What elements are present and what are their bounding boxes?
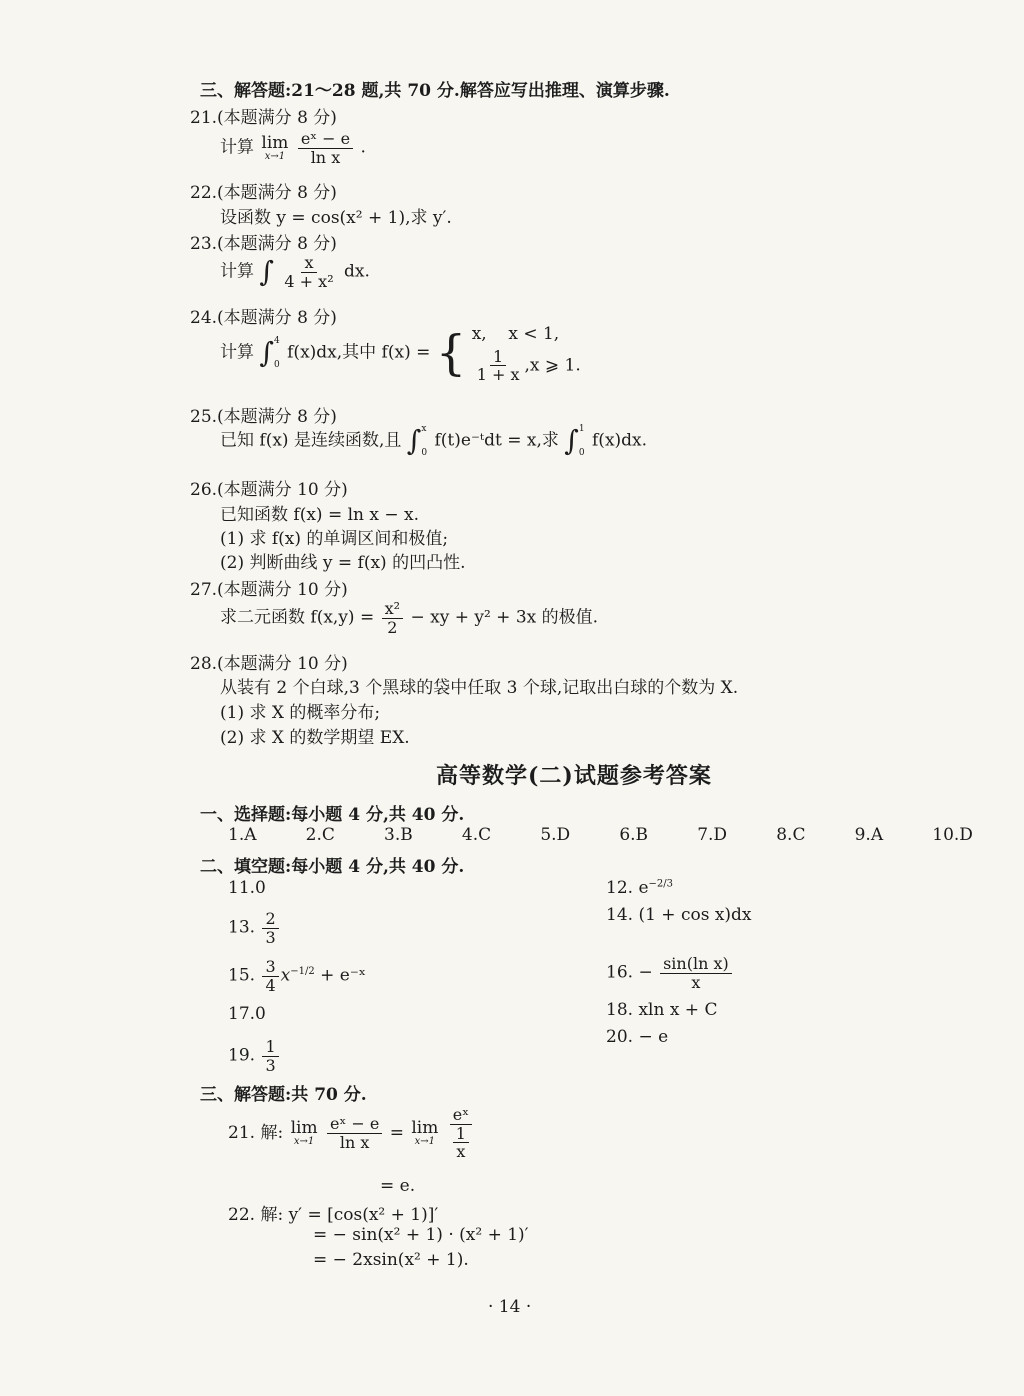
q21-expression [220,130,366,166]
q24-upper: 4 [274,335,280,346]
answer-15-exp: −1/2 [290,965,315,977]
solution-21-limit [290,1117,318,1147]
q27-num: x² [382,600,403,619]
answer-15-var: x [280,965,291,986]
integral-icon: ∫ [564,424,579,457]
q24-case1 [472,322,581,348]
q24-body: f(x)dx,其中 f(x) = [287,342,431,363]
q24-case1-cond: x < 1, [508,324,560,344]
solution-21 [228,1106,476,1161]
q21-lim-sub: x→1 [264,150,286,162]
part3-header: 三、解答题:21～28 题,共 70 分.解答应写出推理、演算步骤. [200,81,670,101]
solution-21-lim: lim [290,1117,318,1138]
answer-19-num: 1 [262,1038,278,1057]
solution-21-limit2 [411,1117,439,1147]
solution-21-label: 21. 解: [228,1122,284,1143]
q24-lower: 0 [274,359,280,370]
q25-expression [220,424,647,458]
q24-bounds [274,336,280,370]
integral-icon: ∫ [259,255,274,289]
q28-line2: (1) 求 X 的概率分布; [220,703,381,723]
q27-label: 27.(本题满分 10 分) [190,580,348,600]
q21-fraction [298,130,353,166]
solution-21-eq: = [389,1122,404,1143]
integral-icon: ∫ [406,424,422,457]
q28-line1: 从装有 2 个白球,3 个黑球的袋中任取 3 个球,记取出白球的个数为 X. [220,678,739,698]
answers-sec3: 三、解答题:共 70 分. [200,1085,367,1105]
choice-answer: 6.B [619,825,649,845]
q23-suffix: dx. [344,261,370,282]
q21-den: ln x [310,147,341,167]
q24-case2-num: 1 [490,348,506,367]
answer-15 [228,958,366,994]
solution-21-den: ln x [339,1132,370,1152]
solution-21-inner-den: x [456,1142,466,1162]
q23-label: 23.(本题满分 8 分) [190,234,337,254]
answer-19-den: 3 [265,1055,276,1075]
q24-case2-frac [474,348,523,384]
choice-answer: 10.D [932,825,973,845]
answer-16-frac [660,955,732,991]
answer-12-exp: −2/3 [648,878,673,890]
solution-21-sub2: x→1 [414,1135,436,1147]
q25-part1: 已知 f(x) 是连续函数,且 [220,430,402,451]
solution-21-inner-num: 1 [453,1125,469,1144]
q24-case2-cond: ,x ⩾ 1. [524,355,581,376]
q22-text: 设函数 y = cos(x² + 1),求 y′. [220,208,452,228]
q25-lower2: 0 [578,448,585,458]
q28-label: 28.(本题满分 10 分) [190,654,348,674]
answers-sec2: 二、填空题:每小题 4 分,共 40 分. [200,857,465,877]
answer-11: 11.0 [228,878,266,898]
q24-case2 [472,348,581,384]
choice-answer: 8.C [776,825,806,845]
answer-16-num: sin(ln x) [660,955,732,974]
answer-13-label: 13. [228,917,256,938]
solution-21-result: = e. [380,1176,416,1196]
solution-22-line2: = − sin(x² + 1) · (x² + 1)′ [313,1225,529,1245]
answers-title: 高等数学(二)试题参考答案 [436,763,712,789]
answer-12 [606,878,673,898]
choice-answer: 1.A [228,825,257,845]
q21-label: 21.(本题满分 8 分) [190,108,337,128]
q25-label: 25.(本题满分 8 分) [190,407,337,427]
solution-21-num2: eˣ [450,1106,472,1125]
answer-16 [606,955,734,991]
q25-part2: f(t)e⁻ᵗdt = x,求 [434,430,559,451]
q24-case2-den: 1 + x [476,365,520,385]
q24-case1-expr: x, [471,324,487,344]
answer-15-label: 15. [228,965,256,986]
answer-17: 17.0 [228,1004,266,1024]
answer-18: 18. xln x + C [606,1000,718,1020]
solution-21-den2 [448,1125,474,1161]
answer-13 [228,910,281,946]
q21-num: eˣ − e [298,130,353,149]
integral-icon: ∫ [259,335,274,369]
choice-answer: 5.D [540,825,571,845]
q25-upper1: x [421,424,427,434]
q26-line2: (1) 求 f(x) 的单调区间和极值; [220,529,449,549]
q23-prefix: 计算 [220,261,254,282]
q21-prefix: 计算 [220,137,254,158]
answer-19-frac [262,1038,278,1074]
solution-21-frac [327,1115,382,1151]
q24-piecewise [472,322,581,384]
q24-prefix: 计算 [220,342,254,363]
answer-13-frac [262,910,278,946]
choice-answers [228,825,973,845]
q23-expression [220,254,370,290]
choice-answer: 7.D [697,825,728,845]
answer-15-frac [262,958,278,994]
q24-expression [220,322,581,384]
q24-label: 24.(本题满分 8 分) [190,308,337,328]
answer-16-label: 16. − [606,962,653,983]
q23-num: x [301,254,316,273]
choice-answer: 3.B [384,825,413,845]
page-number: · 14 · [488,1297,532,1317]
q21-lim-text: lim [261,132,289,153]
q23-fraction [281,254,336,290]
choice-answer: 4.C [461,825,492,845]
solution-22-line3: = − 2xsin(x² + 1). [313,1250,469,1270]
solution-21-inner-frac [453,1125,469,1161]
answer-19 [228,1038,281,1074]
q21-limit [261,132,289,162]
solution-21-lim2: lim [411,1117,439,1138]
q25-part3: f(x)dx. [592,430,648,451]
q27-den: 2 [387,617,398,637]
q25-bounds2 [579,424,585,458]
left-brace-icon: { [435,324,467,381]
q22-label: 22.(本题满分 8 分) [190,183,337,203]
q25-upper2: 1 [578,424,585,434]
choice-answer: 2.C [305,825,335,845]
q26-label: 26.(本题满分 10 分) [190,480,348,500]
answer-15-den: 4 [265,975,276,995]
solution-21-num: eˣ − e [327,1115,382,1134]
solution-21-sub: x→1 [293,1135,315,1147]
q23-den: 4 + x² [284,271,334,291]
q21-end: . [360,137,366,158]
q25-bounds1 [421,424,427,458]
answer-13-den: 3 [265,927,276,947]
q28-line3: (2) 求 X 的数学期望 EX. [220,728,410,748]
answer-13-num: 2 [262,910,278,929]
q27-expression [220,600,598,636]
answers-sec1: 一、选择题:每小题 4 分,共 40 分. [200,805,465,825]
q27-fraction [382,600,403,636]
q26-line3: (2) 判断曲线 y = f(x) 的凹凸性. [220,553,466,573]
solution-22-line1: 22. 解: y′ = [cos(x² + 1)]′ [228,1205,439,1225]
answer-19-label: 19. [228,1045,256,1066]
q27-prefix: 求二元函数 f(x,y) = [220,607,375,628]
answer-15-tail: + e⁻ˣ [320,965,367,986]
answer-15-num: 3 [262,958,278,977]
answer-20: 20. − e [606,1027,669,1047]
answer-16-den: x [691,972,701,992]
q26-line1: 已知函数 f(x) = ln x − x. [220,505,420,525]
q27-suffix: − xy + y² + 3x 的极值. [410,607,599,628]
answer-12-base: 12. e [606,878,649,898]
q25-lower1: 0 [421,448,428,458]
choice-answer: 9.A [854,825,884,845]
solution-21-frac2 [448,1106,474,1161]
answer-14: 14. (1 + cos x)dx [606,905,752,925]
